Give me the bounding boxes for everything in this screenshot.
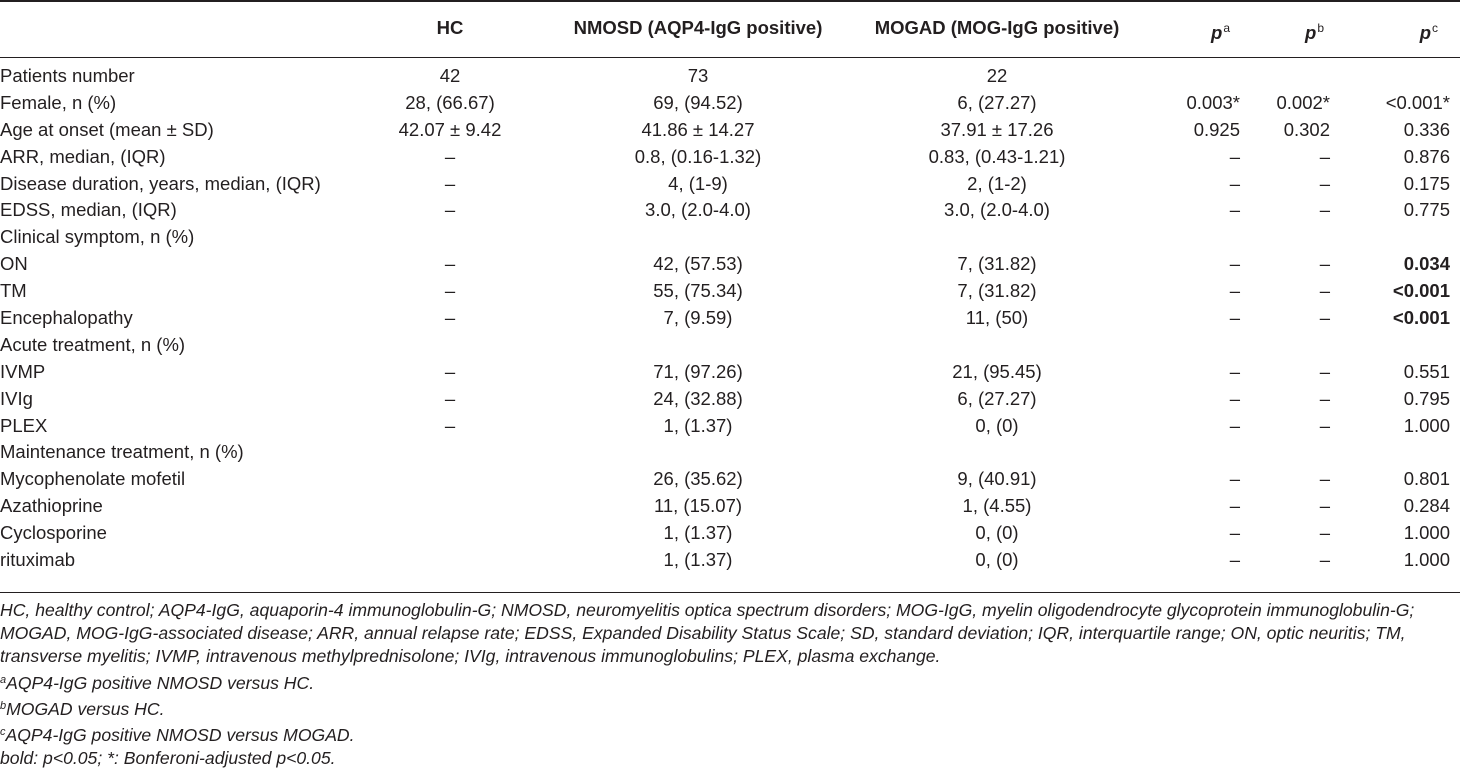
row-label: IVMP bbox=[0, 360, 46, 382]
header-p-c: $p^c$ bbox=[1419, 21, 1438, 43]
cell-hc: 28, (66.67) bbox=[405, 91, 495, 113]
bottom-rule bbox=[0, 592, 1460, 593]
row-label: ARR, median, (IQR) bbox=[0, 145, 166, 167]
cell-hc: – bbox=[444, 307, 456, 329]
table-row bbox=[0, 466, 1460, 493]
cell-p-a: – bbox=[1229, 360, 1240, 382]
cell-hc: – bbox=[444, 387, 456, 409]
cell-nmosd: 73 bbox=[687, 65, 709, 86]
cell-p-a: 0.003* bbox=[1186, 91, 1240, 113]
cell-mogad: 9, (40.91) bbox=[957, 468, 1037, 490]
row-label: Cyclosporine bbox=[0, 522, 107, 544]
header-p-a: $p^a$ bbox=[1211, 21, 1230, 43]
cell-hc: – bbox=[444, 360, 456, 382]
row-label: Age at onset (mean ± SD) bbox=[0, 118, 214, 140]
table-row bbox=[0, 197, 1460, 224]
cell-nmosd: 1, (1.37) bbox=[663, 522, 733, 544]
cell-p-c: 0.175 bbox=[1403, 172, 1450, 194]
cell-p-a: – bbox=[1229, 414, 1240, 436]
top-rule bbox=[0, 0, 1460, 2]
cell-p-b: – bbox=[1319, 414, 1330, 436]
cell-mogad: 0, (0) bbox=[975, 549, 1019, 571]
cell-p-b: – bbox=[1319, 280, 1330, 302]
row-label: Clinical symptom, n (%) bbox=[0, 226, 195, 248]
cell-nmosd: 0.8, (0.16-1.32) bbox=[634, 145, 762, 167]
cell-hc: 42.07 ± 9.42 bbox=[398, 118, 502, 140]
cell-p-a: – bbox=[1229, 253, 1240, 275]
footnote-b: $^b$MOGAD versus HC. bbox=[0, 698, 165, 719]
cell-p-c: 0.775 bbox=[1403, 199, 1450, 221]
row-label: Maintenance treatment, n (%) bbox=[0, 441, 244, 463]
cell-mogad: 3.0, (2.0-4.0) bbox=[944, 199, 1050, 221]
cell-p-c: 0.284 bbox=[1403, 495, 1450, 517]
cell-p-a: – bbox=[1229, 199, 1240, 221]
cell-p-c: 0.795 bbox=[1403, 387, 1450, 409]
table-row bbox=[0, 144, 1460, 171]
table-row bbox=[0, 224, 1460, 251]
header-nmosd: NMOSD (AQP4-IgG positive) bbox=[573, 17, 823, 38]
cell-mogad: 2, (1-2) bbox=[967, 172, 1027, 194]
cell-mogad: 0, (0) bbox=[975, 414, 1019, 436]
footnote-abbreviations-line: HC, healthy control; AQP4-IgG, aquaporin-4 immunoglobulin-G; NMOSD, neuromyelitis optica spectrum disorders; MOG-IgG, myelin oligodendrocyte glycoprotein immunoglobulin-G; bbox=[0, 600, 1415, 620]
cell-p-c: 1.000 bbox=[1403, 549, 1450, 571]
cell-mogad: 11, (50) bbox=[965, 307, 1029, 329]
row-label: IVIg bbox=[0, 387, 33, 409]
table-body bbox=[0, 63, 1460, 574]
table-row bbox=[0, 332, 1460, 359]
cell-mogad: 1, (4.55) bbox=[962, 495, 1032, 517]
row-label: PLEX bbox=[0, 414, 48, 436]
footnote-abbreviations-line: transverse myelitis; IVMP, intravenous methylprednisolone; IVIg, intravenous immunoglobulins; PLEX, plasma exchange. bbox=[0, 646, 941, 667]
table-row bbox=[0, 117, 1460, 144]
cell-hc: – bbox=[444, 199, 456, 221]
row-label: Azathioprine bbox=[0, 495, 103, 517]
cell-p-c: <0.001 bbox=[1392, 307, 1450, 329]
cell-p-b: 0.002* bbox=[1276, 91, 1330, 113]
row-label: Female, n (%) bbox=[0, 91, 117, 113]
footnote-a: $^a$AQP4-IgG positive NMOSD versus HC. bbox=[0, 672, 315, 693]
row-label: Encephalopathy bbox=[0, 307, 133, 329]
cell-p-c: 1.000 bbox=[1403, 522, 1450, 544]
cell-p-c: <0.001 bbox=[1392, 280, 1450, 302]
cell-hc: – bbox=[444, 172, 456, 194]
footnote-c: $^c$AQP4-IgG positive NMOSD versus MOGAD. bbox=[0, 725, 355, 746]
cell-p-b: – bbox=[1319, 522, 1330, 544]
header-rule bbox=[0, 57, 1460, 58]
cell-nmosd: 1, (1.37) bbox=[663, 549, 733, 571]
row-label: rituximab bbox=[0, 549, 76, 571]
cell-nmosd: 26, (35.62) bbox=[653, 468, 743, 490]
cell-nmosd: 24, (32.88) bbox=[653, 387, 743, 409]
cell-hc: 42 bbox=[439, 65, 461, 86]
cell-p-a: – bbox=[1229, 495, 1240, 517]
cell-p-c: 0.551 bbox=[1403, 360, 1450, 382]
cell-mogad: 6, (27.27) bbox=[957, 91, 1037, 113]
cell-nmosd: 11, (15.07) bbox=[653, 495, 743, 517]
cell-nmosd: 3.0, (2.0-4.0) bbox=[645, 199, 751, 221]
table-row bbox=[0, 386, 1460, 413]
cell-p-b: – bbox=[1319, 253, 1330, 275]
row-label: ON bbox=[0, 253, 28, 275]
table-row bbox=[0, 547, 1460, 574]
cell-nmosd: 7, (9.59) bbox=[663, 307, 733, 329]
cell-p-c: 0.336 bbox=[1403, 118, 1450, 140]
cell-p-c: 0.801 bbox=[1403, 468, 1450, 490]
cell-p-b: – bbox=[1319, 387, 1330, 409]
cell-nmosd: 55, (75.34) bbox=[653, 280, 743, 302]
cell-p-a: – bbox=[1229, 522, 1240, 544]
cell-hc: – bbox=[444, 253, 456, 275]
cell-p-a: – bbox=[1229, 145, 1240, 167]
cell-p-b: – bbox=[1319, 172, 1330, 194]
cell-p-b: – bbox=[1319, 549, 1330, 571]
cell-p-a: – bbox=[1229, 307, 1240, 329]
header-mogad: MOGAD (MOG-IgG positive) bbox=[874, 17, 1120, 38]
cell-mogad: 7, (31.82) bbox=[957, 280, 1037, 302]
cell-p-a: 0.925 bbox=[1193, 118, 1240, 140]
table-row bbox=[0, 90, 1460, 117]
cell-p-b: – bbox=[1319, 199, 1330, 221]
cell-p-c: 0.034 bbox=[1403, 253, 1450, 275]
cell-mogad: 0.83, (0.43-1.21) bbox=[928, 145, 1066, 167]
table-row bbox=[0, 278, 1460, 305]
row-label: TM bbox=[0, 280, 27, 302]
cell-nmosd: 4, (1-9) bbox=[668, 172, 728, 194]
header-p-b: $p^b$ bbox=[1305, 21, 1324, 43]
row-label: Mycophenolate mofetil bbox=[0, 468, 186, 490]
table-row bbox=[0, 251, 1460, 278]
cell-mogad: 21, (95.45) bbox=[952, 360, 1042, 382]
cell-p-b: – bbox=[1319, 495, 1330, 517]
table-row bbox=[0, 63, 1460, 90]
row-label: Patients number bbox=[0, 65, 135, 86]
table-row bbox=[0, 413, 1460, 440]
cell-p-a: – bbox=[1229, 280, 1240, 302]
cell-nmosd: 41.86 ± 14.27 bbox=[641, 118, 755, 140]
cell-p-a: – bbox=[1229, 172, 1240, 194]
footnote-abbreviations-line: MOGAD, MOG-IgG-associated disease; ARR, annual relapse rate; EDSS, Expanded Disability Status Scale; SD, standard deviation; IQR, interquartile range; ON, optic neuritis; TM, bbox=[0, 623, 1406, 644]
table-row bbox=[0, 305, 1460, 332]
cell-p-b: – bbox=[1319, 360, 1330, 382]
table-row bbox=[0, 520, 1460, 547]
cell-p-c: <0.001* bbox=[1385, 91, 1450, 113]
cell-mogad: 37.91 ± 17.26 bbox=[940, 118, 1054, 140]
cell-hc: – bbox=[444, 145, 456, 167]
table-row bbox=[0, 171, 1460, 198]
table-row bbox=[0, 493, 1460, 520]
cell-mogad: 22 bbox=[986, 65, 1008, 86]
cell-mogad: 7, (31.82) bbox=[957, 253, 1037, 275]
cell-nmosd: 71, (97.26) bbox=[653, 360, 743, 382]
table-row bbox=[0, 359, 1460, 386]
row-label: Acute treatment, n (%) bbox=[0, 333, 186, 355]
cell-p-a: – bbox=[1229, 549, 1240, 571]
table-row bbox=[0, 439, 1460, 466]
cell-p-c: 1.000 bbox=[1403, 414, 1450, 436]
cell-p-b: – bbox=[1319, 145, 1330, 167]
cell-p-a: – bbox=[1229, 387, 1240, 409]
cell-p-b: – bbox=[1319, 307, 1330, 329]
cell-hc: – bbox=[444, 280, 456, 302]
cell-mogad: 0, (0) bbox=[975, 522, 1019, 544]
row-label: Disease duration, years, median, (IQR) bbox=[0, 172, 321, 194]
header-hc: HC bbox=[436, 17, 464, 38]
cell-p-a: – bbox=[1229, 468, 1240, 490]
cell-nmosd: 69, (94.52) bbox=[653, 91, 743, 113]
table-footnotes bbox=[0, 599, 1460, 770]
cell-p-b: – bbox=[1319, 468, 1330, 490]
cell-p-b: 0.302 bbox=[1283, 118, 1330, 140]
row-label: EDSS, median, (IQR) bbox=[0, 199, 177, 221]
cell-p-c: 0.876 bbox=[1403, 145, 1450, 167]
cell-mogad: 6, (27.27) bbox=[957, 387, 1037, 409]
cell-hc: – bbox=[444, 414, 456, 436]
cell-nmosd: 42, (57.53) bbox=[653, 253, 743, 275]
footnote-significance: bold: p<0.05; *: Bonferoni-adjusted p<0.05. bbox=[0, 748, 336, 769]
cell-nmosd: 1, (1.37) bbox=[663, 414, 733, 436]
